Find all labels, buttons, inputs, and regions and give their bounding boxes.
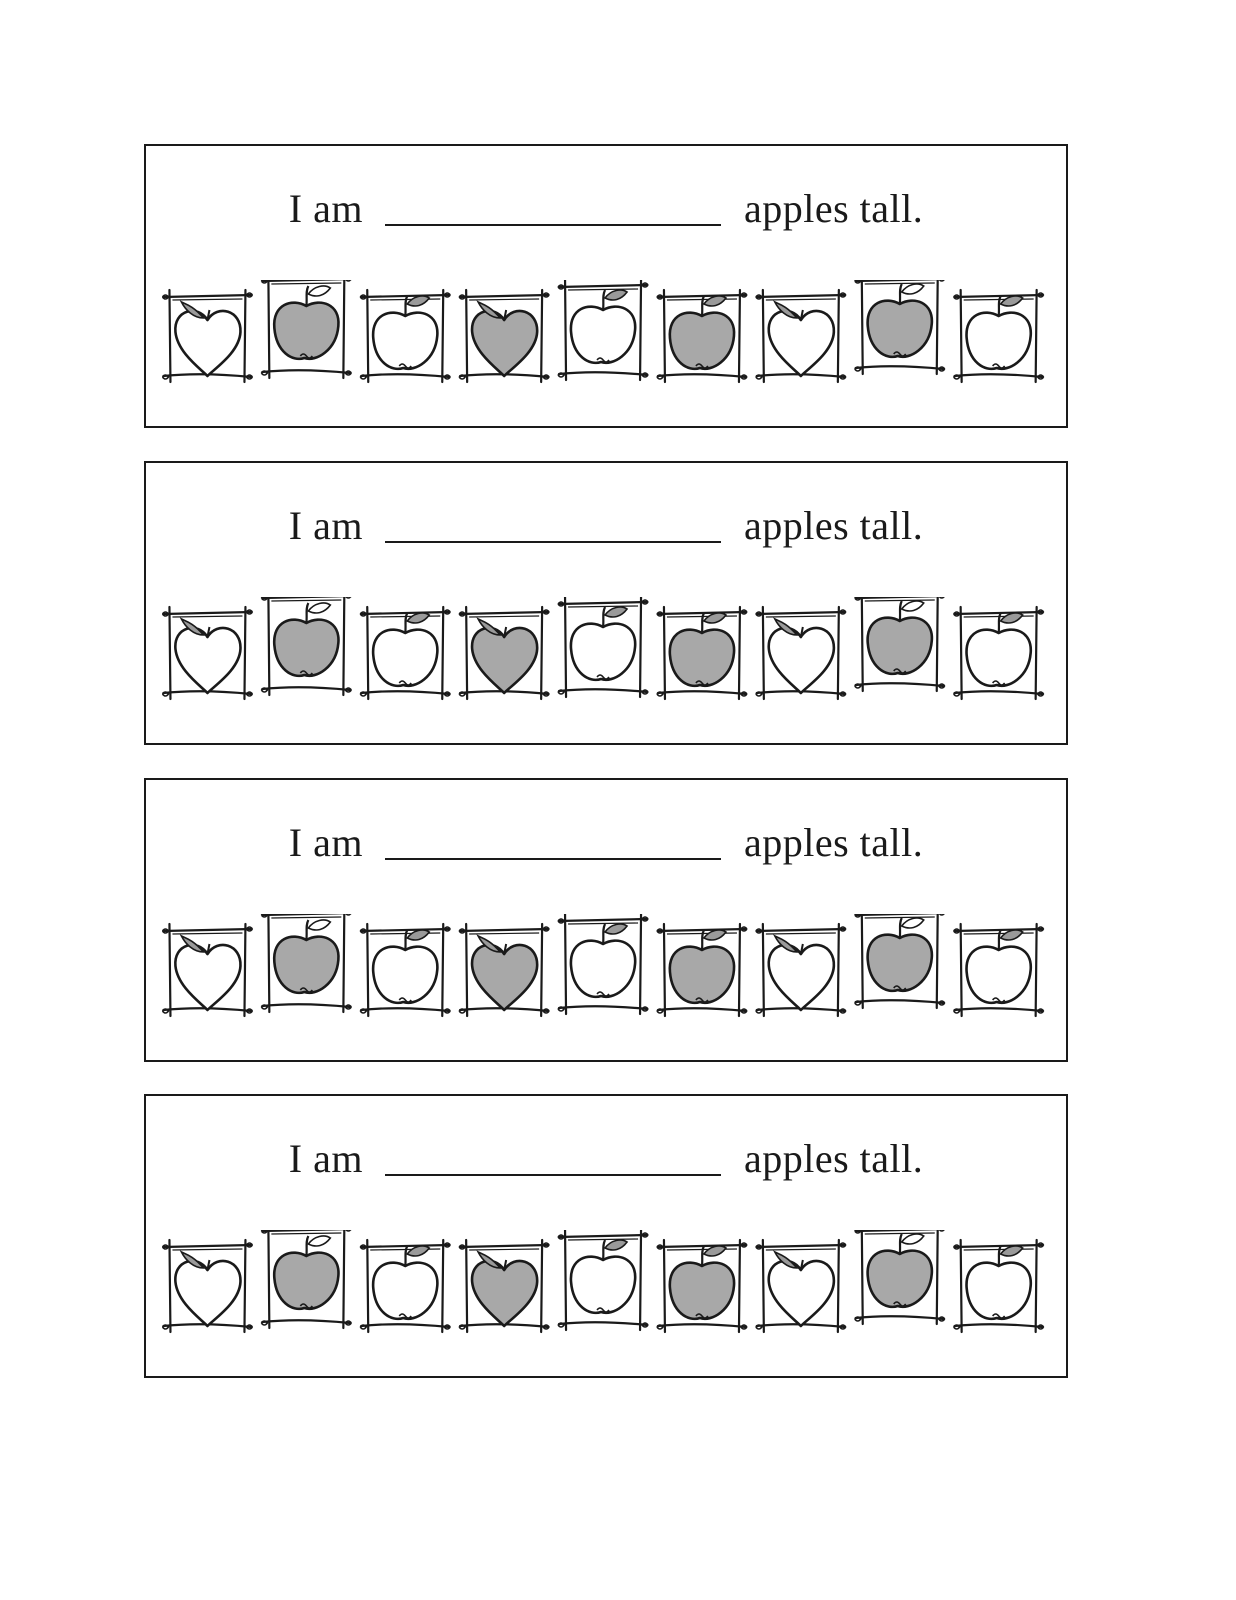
- heart-apple-icon: [162, 1240, 252, 1332]
- sentence-prefix: I am: [288, 820, 363, 865]
- apple-icon: [261, 1230, 351, 1328]
- apple-icon: [954, 924, 1044, 1016]
- strip-sentence: [146, 501, 1066, 549]
- apple-icon: [855, 597, 945, 691]
- heart-apple-icon: [162, 924, 252, 1016]
- apple-icon: [558, 280, 648, 380]
- answer-blank[interactable]: [385, 505, 721, 543]
- heart-apple-icon: [756, 924, 846, 1016]
- answer-blank[interactable]: [385, 188, 721, 226]
- answer-blank[interactable]: [385, 822, 721, 860]
- apple-icon: [657, 290, 747, 382]
- measurement-strip-3: [144, 778, 1068, 1062]
- apple-icon: [558, 914, 648, 1014]
- apple-icon: [855, 914, 945, 1008]
- apple-icon: [855, 1230, 945, 1324]
- heart-apple-icon: [459, 1240, 549, 1332]
- apple-icon: [657, 607, 747, 699]
- apple-icon: [360, 1240, 450, 1332]
- sentence-suffix: apples tall.: [743, 1136, 924, 1181]
- apple-icon: [261, 597, 351, 695]
- apple-row-illustration: [162, 597, 1052, 707]
- apple-icon: [360, 290, 450, 382]
- apple-icon: [261, 914, 351, 1012]
- measurement-strip-2: [144, 461, 1068, 745]
- apple-icon: [657, 924, 747, 1016]
- apple-row: [162, 597, 1052, 707]
- heart-apple-icon: [756, 607, 846, 699]
- measurement-strip-4: [144, 1094, 1068, 1378]
- apple-icon: [360, 924, 450, 1016]
- sentence-prefix: I am: [288, 186, 363, 231]
- apple-row: [162, 1230, 1052, 1340]
- strip-sentence: [146, 1134, 1066, 1182]
- apple-icon: [261, 280, 351, 378]
- sentence-suffix: apples tall.: [743, 820, 924, 865]
- apple-icon: [954, 290, 1044, 382]
- apple-icon: [855, 280, 945, 374]
- heart-apple-icon: [162, 607, 252, 699]
- apple-icon: [657, 1240, 747, 1332]
- answer-blank[interactable]: [385, 1138, 721, 1176]
- apple-icon: [558, 1230, 648, 1330]
- apple-row: [162, 914, 1052, 1024]
- apple-row-illustration: [162, 914, 1052, 1024]
- sentence-suffix: apples tall.: [743, 186, 924, 231]
- heart-apple-icon: [756, 290, 846, 382]
- heart-apple-icon: [756, 1240, 846, 1332]
- heart-apple-icon: [459, 607, 549, 699]
- apple-row-illustration: [162, 280, 1052, 390]
- strip-sentence: [146, 184, 1066, 232]
- apple-icon: [360, 607, 450, 699]
- sentence-suffix: apples tall.: [743, 503, 924, 548]
- measurement-strip-1: [144, 144, 1068, 428]
- heart-apple-icon: [459, 290, 549, 382]
- heart-apple-icon: [162, 290, 252, 382]
- apple-row: [162, 280, 1052, 390]
- sentence-prefix: I am: [288, 503, 363, 548]
- apple-row-illustration: [162, 1230, 1052, 1340]
- apple-icon: [954, 607, 1044, 699]
- sentence-prefix: I am: [288, 1136, 363, 1181]
- heart-apple-icon: [459, 924, 549, 1016]
- apple-icon: [954, 1240, 1044, 1332]
- strip-sentence: [146, 818, 1066, 866]
- apple-icon: [558, 597, 648, 697]
